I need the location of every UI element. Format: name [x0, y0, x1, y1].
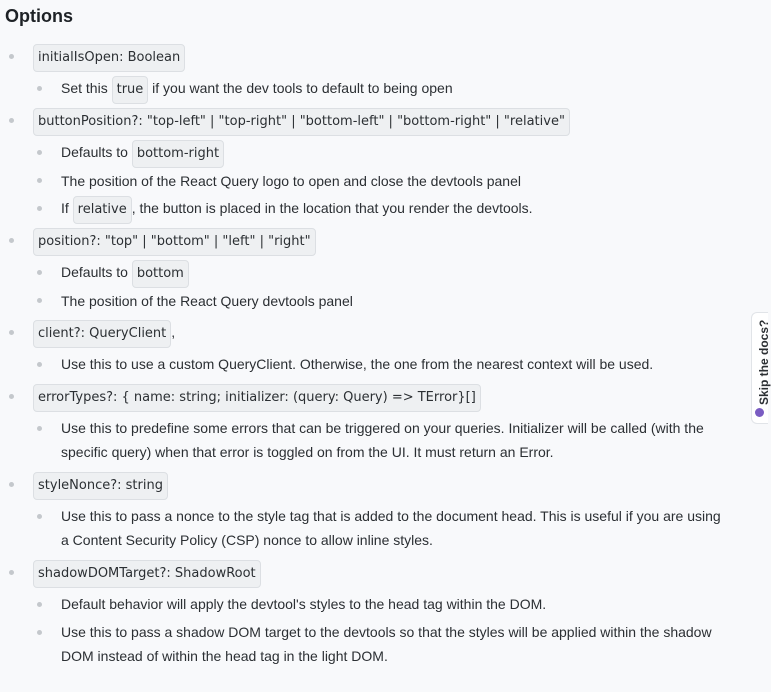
option-description: Use this to pass a nonce to the style tag that is added to the document head. This is useful if you are using [61, 508, 721, 524]
option-description-cont: specific query) when that error is toggled on from the UI. It must return an Error. [61, 444, 554, 460]
option-description: If relative , the button is placed in the location that you render the devtools. [61, 196, 533, 224]
bullet [9, 54, 14, 59]
option-description: The position of the React Query logo to open and close the devtools panel [61, 173, 521, 189]
sub-bullet [37, 150, 42, 155]
option-description-cont: a Content Security Policy (CSP) nonce to allow inline styles. [61, 532, 433, 548]
option-description: Default behavior will apply the devtool's styles to the head tag within the DOM. [61, 596, 547, 612]
option-buttonPosition [33, 108, 570, 136]
inline-code: bottom-right [132, 140, 224, 168]
sub-bullet [37, 630, 42, 635]
option-code: errorTypes?: { name: string; initializer: (query: Query) => TError}[] [33, 384, 481, 412]
sub-bullet [37, 602, 42, 607]
option-code: position?: "top" | "bottom" | "left" | "right" [33, 228, 316, 256]
bullet [9, 238, 14, 243]
bullet [9, 330, 14, 335]
sub-bullet [37, 206, 42, 211]
option-description: The position of the React Query devtools panel [61, 293, 353, 309]
option-description-cont: DOM instead of within the head tag in the light DOM. [61, 648, 388, 664]
sub-bullet [37, 178, 42, 183]
bullet [9, 118, 14, 123]
inline-code: true [112, 76, 149, 104]
option-code: buttonPosition?: "top-left" | "top-right" | "bottom-left" | "bottom-right" | "relative" [33, 108, 570, 136]
option-errorTypes [33, 384, 481, 412]
option-shadowDOMTarget [33, 560, 261, 588]
sub-bullet [37, 298, 42, 303]
option-code: client?: QueryClient [33, 320, 171, 348]
option-description: Use this to pass a shadow DOM target to the devtools so that the styles will be applied within the shadow [61, 624, 712, 640]
skip-docs-label[interactable]: Skip the docs? [757, 319, 771, 405]
option-description: Defaults to bottom [61, 260, 189, 288]
option-code: initialIsOpen: Boolean [33, 44, 185, 72]
option-description: Defaults to bottom-right [61, 140, 224, 168]
inline-code: relative [73, 196, 132, 224]
section-heading: Options [5, 6, 73, 26]
option-code: shadowDOMTarget?: ShadowRoot [33, 560, 261, 588]
inline-code: bottom [132, 260, 189, 288]
option-client: client?: QueryClient , [33, 320, 175, 348]
sub-bullet [37, 362, 42, 367]
bullet [9, 570, 14, 575]
option-code: styleNonce?: string [33, 472, 168, 500]
brand-logo-icon [755, 408, 764, 417]
option-initialIsOpen [33, 44, 185, 72]
bullet [9, 394, 14, 399]
option-description: Use this to predefine some errors that can be triggered on your queries. Initializer will be called (with the [61, 420, 704, 436]
sub-bullet [37, 426, 42, 431]
sub-bullet [37, 514, 42, 519]
sub-bullet [37, 270, 42, 275]
option-styleNonce [33, 472, 168, 500]
sub-bullet [37, 86, 42, 91]
bullet [9, 482, 14, 487]
option-position [33, 228, 316, 256]
option-description: Use this to use a custom QueryClient. Otherwise, the one from the nearest context will be used. [61, 356, 654, 372]
option-description: Set this true if you want the dev tools to default to being open [61, 76, 453, 104]
